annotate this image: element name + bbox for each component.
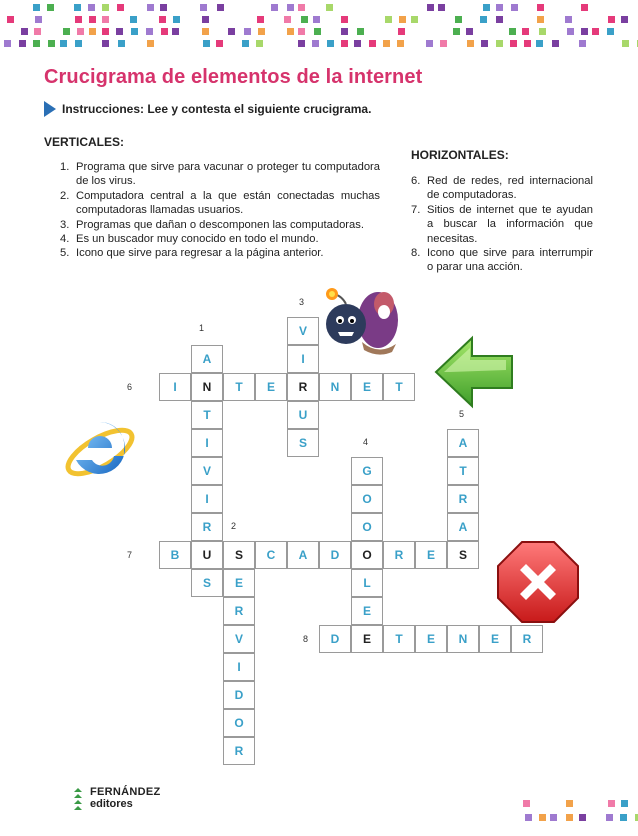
crossword-cell[interactable]: T — [383, 625, 415, 653]
crossword-cell[interactable]: E — [415, 625, 447, 653]
publisher-name: FERNÁNDEZ — [90, 786, 161, 798]
crossword-cell[interactable]: I — [287, 345, 319, 373]
page-title: Crucigrama de elementos de la internet — [44, 66, 423, 88]
clue-number: 4 — [363, 437, 369, 447]
instructions-text: Instrucciones: Lee y contesta el siguiente crucigrama. — [62, 102, 372, 116]
crossword-cell[interactable]: O — [351, 513, 383, 541]
back-arrow-icon — [432, 332, 516, 412]
crossword-cell[interactable]: V — [287, 317, 319, 345]
publisher-logo-icon — [44, 784, 84, 812]
crossword-cell[interactable]: S — [287, 429, 319, 457]
crossword-cell[interactable]: I — [191, 429, 223, 457]
bomb-monster-icon — [312, 282, 404, 356]
clue-number: 2 — [231, 521, 237, 531]
crossword-cell[interactable]: T — [383, 373, 415, 401]
crossword-cell[interactable]: R — [191, 513, 223, 541]
crossword-cell[interactable]: R — [223, 597, 255, 625]
crossword-cell[interactable]: N — [447, 625, 479, 653]
triangle-bullet-icon — [44, 101, 56, 117]
clue-item: 1. Programa que sirve para vacunar o proteger tu computadora de los virus. — [60, 161, 380, 188]
crossword-cell[interactable]: E — [351, 597, 383, 625]
crossword-cell[interactable]: A — [447, 513, 479, 541]
stop-x-icon — [496, 540, 580, 624]
crossword-cell[interactable]: R — [383, 541, 415, 569]
clue-item: 2. Computadora central a la que están conectadas muchas computadoras llamadas usuarios. — [60, 189, 380, 217]
crossword-cell[interactable]: S — [191, 569, 223, 597]
crossword-cell[interactable]: E — [255, 373, 287, 401]
crossword-cell[interactable]: B — [159, 541, 191, 569]
crossword-cell[interactable]: O — [351, 485, 383, 513]
top-decoration — [0, 0, 638, 60]
verticales-clues — [60, 160, 380, 261]
instructions — [44, 101, 371, 117]
crossword-cell[interactable]: U — [191, 541, 223, 569]
crossword-cell[interactable]: E — [351, 373, 383, 401]
crossword-cell[interactable]: T — [223, 373, 255, 401]
crossword-cell[interactable]: V — [191, 457, 223, 485]
crossword-cell[interactable]: A — [447, 429, 479, 457]
crossword-cell[interactable]: N — [319, 373, 351, 401]
publisher-subname: editores — [90, 798, 133, 810]
clue-number: 1 — [199, 323, 205, 333]
crossword-cell[interactable]: L — [351, 569, 383, 597]
clue-number: 8 — [303, 634, 309, 644]
crossword-cell[interactable]: A — [191, 345, 223, 373]
clue-item: 7. Sitios de internet que te ayudan a buscar la información que necesitas. — [411, 203, 593, 245]
crossword-cell[interactable]: A — [287, 541, 319, 569]
crossword-cell[interactable]: V — [223, 625, 255, 653]
crossword-cell[interactable]: D — [223, 681, 255, 709]
clue-number: 6 — [127, 382, 133, 392]
crossword-cell[interactable]: D — [319, 625, 351, 653]
crossword-cell[interactable]: T — [447, 457, 479, 485]
clue-item: 3. Programas que dañan o descomponen las computadoras. — [60, 218, 364, 231]
crossword-cell[interactable]: C — [255, 541, 287, 569]
clue-number: 3 — [299, 297, 305, 307]
publisher-logo — [44, 784, 161, 812]
crossword-cell[interactable]: I — [159, 373, 191, 401]
crossword-cell[interactable]: N — [191, 373, 223, 401]
crossword-cell[interactable]: I — [191, 485, 223, 513]
crossword-cell[interactable]: R — [447, 485, 479, 513]
crossword-cell[interactable]: T — [191, 401, 223, 429]
clue-number: 5 — [459, 409, 465, 419]
clue-item: 6. Red de redes, red internacional de computadoras. — [411, 175, 593, 202]
crossword-cell[interactable]: E — [351, 625, 383, 653]
clue-item: 4. Es un buscador muy conocido en todo el mundo. — [60, 233, 319, 246]
horizontales-heading: HORIZONTALES: — [411, 148, 509, 162]
crossword-cell[interactable]: S — [223, 541, 255, 569]
crossword-cell[interactable]: I — [223, 653, 255, 681]
crossword-cell[interactable]: R — [223, 737, 255, 765]
crossword-cell[interactable]: E — [479, 625, 511, 653]
verticales-heading: VERTICALES: — [44, 135, 125, 149]
crossword-cell[interactable]: E — [223, 569, 255, 597]
horizontales-clues — [411, 174, 593, 275]
clue-item: 5. Icono que sirve para regresar a la página anterior. — [60, 247, 324, 260]
crossword-cell[interactable]: U — [287, 401, 319, 429]
crossword-cell[interactable]: S — [447, 541, 479, 569]
clue-item: 8. Icono que sirve para interrumpir o parar una acción. — [411, 247, 593, 274]
crossword-cell[interactable]: O — [223, 709, 255, 737]
crossword-cell[interactable]: O — [351, 541, 383, 569]
crossword-cell[interactable]: R — [287, 373, 319, 401]
crossword-cell[interactable]: G — [351, 457, 383, 485]
crossword-cell[interactable]: D — [319, 541, 351, 569]
crossword-cell[interactable]: E — [415, 541, 447, 569]
internet-explorer-icon — [62, 412, 138, 488]
clue-number: 7 — [127, 550, 133, 560]
crossword-cell[interactable]: R — [511, 625, 543, 653]
